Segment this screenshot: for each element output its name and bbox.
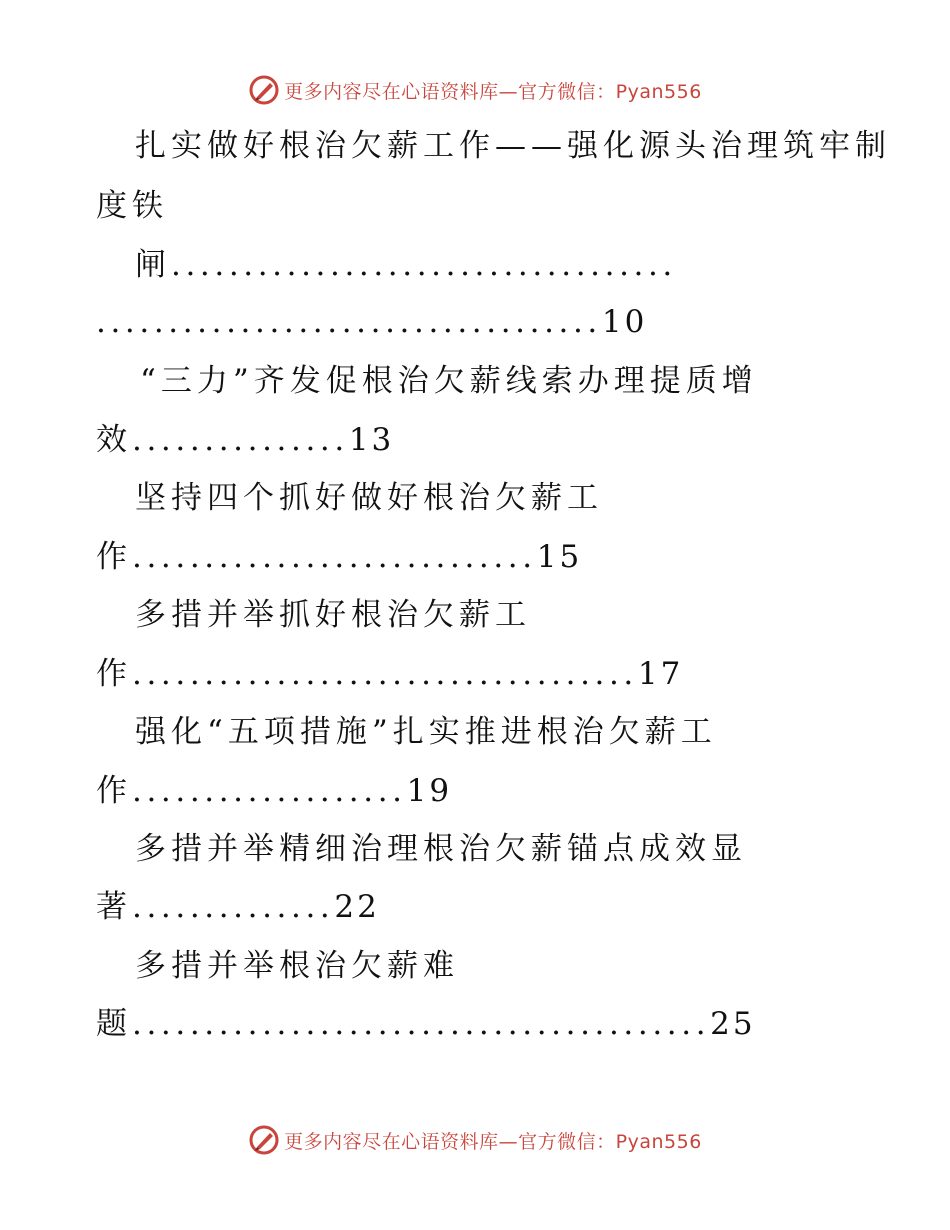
toc-dot-leader: ............... [132,422,349,458]
toc-page-number: 10 [601,304,648,340]
toc-entry-title-end: 作 [96,773,132,809]
toc-dot-leader: ................... [132,773,407,809]
toc-entry-leader-line [96,887,380,927]
toc-page-number: 17 [637,656,684,692]
toc-page-number: 22 [334,889,380,925]
toc-entry-title-end: 题 [96,1006,132,1042]
footer-watermark [0,1120,950,1160]
toc-dot-leader: ............................ [132,539,537,575]
pen-logo-icon [248,1124,280,1156]
toc-page-number: 25 [710,1006,756,1042]
toc-entry-title-end: 作 [96,539,132,575]
toc-entry-title: 多措并举抓好根治欠薪工 [135,597,531,633]
toc-entry-title: 坚持四个抓好做好根治欠薪工 [135,480,603,516]
toc-page-number: 15 [536,539,583,575]
toc-entry-title: “三力”齐发促根治欠薪线索办理提质增 [140,363,758,399]
toc-entry-title-cont [135,245,677,285]
toc-dot-leader: .............. [132,889,335,925]
toc-entry-leader-line [96,420,394,460]
toc-entry-title: 强化“五项措施”扎实推进根治欠薪工 [135,714,717,750]
toc-entry-title: 多措并举根治欠薪难 [135,948,459,984]
toc-entry-title: 扎实做好根治欠薪工作——强化源头治理筑牢制 [135,128,891,164]
toc-entry-title: 多措并举精细治理根治欠薪锚点成效显 [135,831,747,867]
toc-dot-leader: ................................... [96,304,602,340]
watermark-text: 更多内容尽在心语资料库—官方微信：Pyan556 [284,80,702,103]
toc-entry-title-end: 闸 [135,247,171,283]
pen-logo-icon [248,74,280,106]
header-watermark [0,70,950,110]
toc-entry-title-end: 著 [96,889,132,925]
toc-entry-leader-line [96,654,683,694]
toc-entry-title-end: 效 [96,422,132,458]
toc-entry-title-cont: 度铁 [96,188,168,224]
toc-dot-leader: ................................... [171,247,677,283]
toc-page-number: 13 [348,422,395,458]
toc-entry-leader-line [96,537,582,577]
toc-dot-leader: ................................... [132,656,638,692]
toc-entry-leader-line [96,1004,756,1044]
toc-entry-leader-line [96,302,647,342]
toc-dot-leader: ........................................ [132,1006,711,1042]
toc-entry-title-end: 作 [96,656,132,692]
toc-page-number: 19 [406,773,453,809]
watermark-text: 更多内容尽在心语资料库—官方微信：Pyan556 [284,1130,702,1153]
toc-entry-leader-line [96,771,452,811]
